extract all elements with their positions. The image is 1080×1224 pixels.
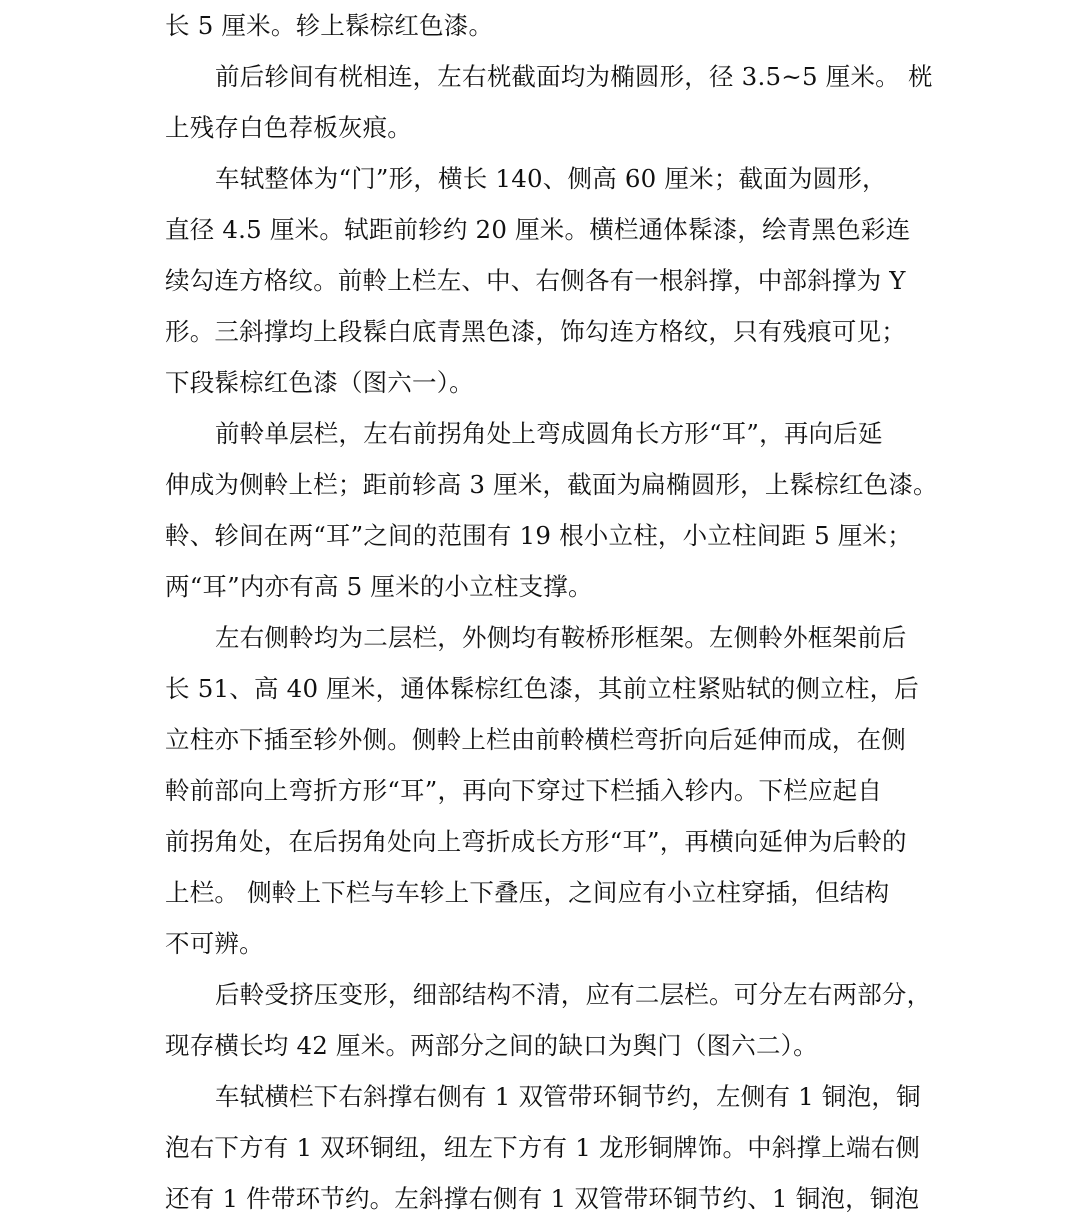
paragraph: [165, 0, 925, 51]
paragraph: [165, 153, 925, 408]
text-line: 立柱亦下插至轸外侧。侧軨上栏由前軨横栏弯折向后延伸而成，在侧: [165, 725, 906, 754]
text-line: 后軨受挤压变形，细部结构不清，应有二层栏。可分左右两部分，: [215, 980, 932, 1009]
text-line: 车轼整体为“门”形，横长 140、侧高 60 厘米；截面为圆形，: [215, 164, 887, 193]
text-line: 上栏。 侧軨上下栏与车轸上下叠压，之间应有小立柱穿插，但结构: [165, 878, 890, 907]
text-line: 现存横长均 42 厘米。两部分之间的缺口为舆门（图六二）。: [165, 1031, 818, 1060]
text-line: 续勾连方格纹。前軨上栏左、中、右侧各有一根斜撑，中部斜撑为 Y: [165, 266, 906, 295]
text-line: 直径 4.5 厘米。轼距前轸约 20 厘米。横栏通体髹漆，绘青黑色彩连: [165, 215, 911, 244]
text-line: 軨、轸间在两“耳”之间的范围有 19 根小立柱，小立柱间距 5 厘米；: [165, 521, 912, 550]
text-line: 下段髹棕红色漆（图六一）。: [165, 368, 474, 397]
text-line: 长 51、高 40 厘米，通体髹棕红色漆，其前立柱紧贴轼的侧立柱，后: [165, 674, 920, 703]
text-line: 上残存白色荐板灰痕。: [165, 113, 412, 142]
text-line: 伸成为侧軨上栏；距前轸高 3 厘米，截面为扁椭圆形，上髹棕红色漆。: [165, 470, 938, 499]
paragraph: [165, 612, 925, 969]
text-line: 长 5 厘米。轸上髹棕红色漆。: [165, 11, 494, 40]
paragraph: [165, 969, 932, 1071]
text-line: 形。三斜撑均上段髹白底青黑色漆，饰勾连方格纹，只有残痕可见；: [165, 317, 906, 346]
text-line: 不可辨。: [165, 929, 264, 958]
text-line: 泡右下方有 1 双环铜纽，纽左下方有 1 龙形铜牌饰。中斜撑上端右侧: [165, 1133, 921, 1162]
body-text: [165, 0, 938, 1224]
text-line: 前軨单层栏，左右前拐角处上弯成圆角长方形“耳”，再向后延: [215, 419, 883, 448]
text-line: 前后轸间有桄相连，左右桄截面均为椭圆形，径 3.5~5 厘米。 桄: [215, 62, 933, 91]
paragraph: [165, 1071, 925, 1224]
text-line: 车轼横栏下右斜撑右侧有 1 双管带环铜节约，左侧有 1 铜泡，铜: [215, 1082, 921, 1111]
text-line: 軨前部向上弯折方形“耳”，再向下穿过下栏插入轸内。下栏应起自: [165, 776, 883, 805]
text-line: 还有 1 件带环节约。左斜撑右侧有 1 双管带环铜节约、1 铜泡，铜泡: [165, 1184, 920, 1213]
text-line: 两“耳”内亦有高 5 厘米的小立柱支撑。: [165, 572, 593, 601]
text-line: 前拐角处，在后拐角处向上弯折成长方形“耳”，再横向延伸为后軨的: [165, 827, 907, 856]
paragraph: [165, 51, 933, 153]
paragraph: [165, 408, 938, 612]
text-line: 左右侧軨均为二层栏，外侧均有鞍桥形框架。左侧軨外框架前后: [215, 623, 907, 652]
